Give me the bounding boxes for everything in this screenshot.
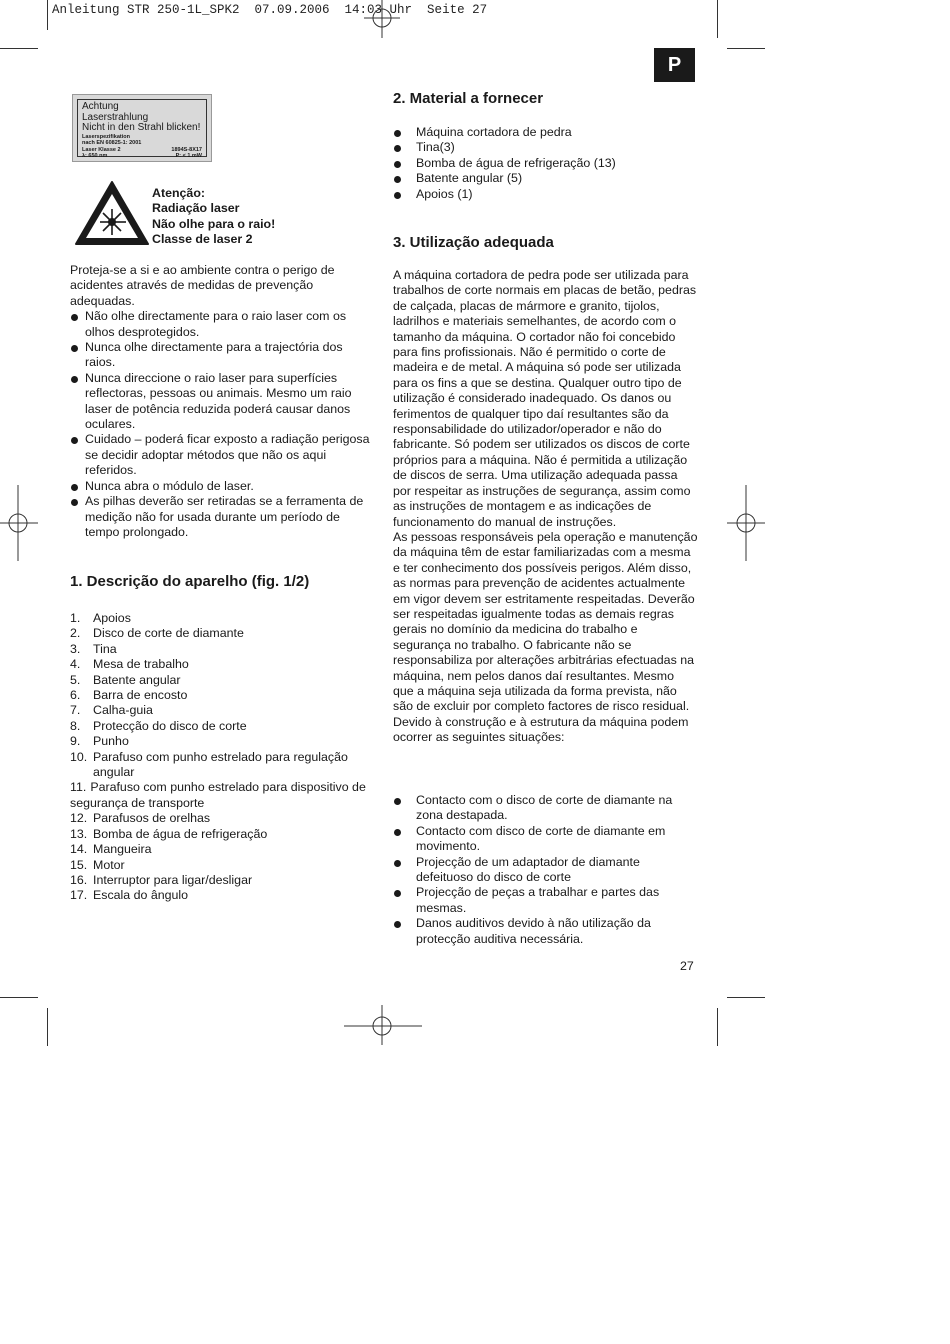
list-item <box>70 888 370 903</box>
item-number: 12. <box>70 811 88 826</box>
crop-mark <box>47 0 48 30</box>
label-line: Achtung <box>82 101 119 112</box>
list-item: Projecção de peças a trabalhar e partes das mesmas. <box>393 885 698 916</box>
section-title: 2. Material a fornecer <box>393 90 544 107</box>
label-line: Nicht in den Strahl blicken! <box>82 122 201 133</box>
label-line: Laserstrahlung <box>82 111 149 123</box>
list-item: Contacto com o disco de corte de diamante na zona destapada. <box>393 793 698 824</box>
item-text: Parafuso com punho estrelado para regulação angular <box>93 749 348 780</box>
list-item: Cuidado – poderá ficar exposto a radiação perigosa se decidir adoptar métodos que não os aqui referidos. <box>70 432 370 478</box>
item-text: Barra de encosto <box>93 688 188 703</box>
registration-mark-icon <box>727 485 767 561</box>
item-number: 2. <box>70 626 81 641</box>
registration-mark-icon <box>362 0 402 40</box>
list-item <box>70 626 370 641</box>
safety-list <box>70 309 370 540</box>
list-item <box>70 873 370 888</box>
registration-mark-icon <box>0 485 40 561</box>
item-number: 6. <box>70 688 81 703</box>
parts-list-container <box>70 611 370 904</box>
item-text: Motor <box>93 857 125 872</box>
risk-list-container <box>393 793 698 947</box>
list-item <box>70 780 370 811</box>
item-number: 9. <box>70 734 81 749</box>
crop-mark <box>717 0 718 38</box>
label-spec-row <box>82 153 202 160</box>
item-number: 1. <box>70 611 81 625</box>
item-text: Disco de corte de diamante <box>93 626 244 641</box>
page-number: 27 <box>680 959 694 973</box>
section-title: 3. Utilização adequada <box>393 234 554 251</box>
crop-mark <box>47 1008 48 1046</box>
list-item <box>70 642 370 657</box>
label-spec: nach EN 60825-1: 2001 <box>82 140 142 146</box>
item-number: 16. <box>70 872 88 887</box>
label-class: Laser Klasse 2 <box>82 146 121 153</box>
list-item <box>70 657 370 672</box>
label-spec: Laserspezifikation <box>82 133 130 140</box>
laser-warning-label <box>72 94 212 162</box>
list-item <box>70 673 370 688</box>
list-item <box>70 734 370 749</box>
print-header: Anleitung STR 250-1L_SPK2 07.09.2006 14:03 Uhr Seite 27 <box>52 3 488 17</box>
item-number: 4. <box>70 657 81 672</box>
laser-warning-text <box>152 186 275 248</box>
item-text: Bomba de água de refrigeração <box>93 826 268 841</box>
warning-line: Classe de laser 2 <box>152 232 253 247</box>
item-number: 3. <box>70 641 81 656</box>
crop-mark <box>727 997 765 998</box>
item-number: 7. <box>70 703 81 718</box>
warning-line: Não olhe para o raio! <box>152 216 276 231</box>
crop-mark <box>717 1008 718 1046</box>
delivery-list-container <box>393 125 698 202</box>
list-item: Apoios (1) <box>393 187 698 202</box>
item-number: 13. <box>70 826 88 841</box>
item-text: Protecção do disco de corte <box>93 718 247 733</box>
item-text: Calha-guia <box>93 703 153 718</box>
safety-intro: Proteja-se a si e ao ambiente contra o perigo de acidentes através de medidas de prevenção adequadas. <box>70 263 335 308</box>
registration-mark-icon <box>344 1005 422 1045</box>
label-code: 1894S-8X17 <box>171 146 202 153</box>
section-title: 1. Descrição do aparelho (fig. 1/2) <box>70 573 310 590</box>
list-item: Contacto com disco de corte de diamante em movimento. <box>393 824 698 855</box>
label-wavelength: λ: 650 nm <box>82 153 108 159</box>
list-item: Bomba de água de refrigeração (13) <box>393 156 698 171</box>
list-item: Nunca direccione o raio laser para superfícies reflectoras, pessoas ou animais. Mesmo um raio laser de potência reduzida poderá causar danos oculares. <box>70 371 370 433</box>
list-item <box>70 688 370 703</box>
list-item: Projecção de um adaptador de diamante defeituoso do disco de corte <box>393 855 698 886</box>
crop-mark <box>0 997 38 998</box>
list-item <box>70 858 370 873</box>
label-power: P: < 1 mW <box>175 153 202 159</box>
section-description <box>70 573 370 591</box>
item-text: Mangueira <box>93 842 152 857</box>
list-item <box>70 703 370 718</box>
intended-use-text <box>393 268 698 746</box>
list-item <box>70 611 370 626</box>
paragraph: A máquina cortadora de pedra pode ser utilizada para trabalhos de corte normais em placas de betão, pedras de calçada, placas de mármore e granito, tijolos, ladrilhos e materiais semelhantes, de acordo com o tamanho da máquina. O cortador não foi concebido para fins profissionais. Não é permitido o corte de madeira e de metal. A máquina só pode ser utilizada para os fins a que se destina. Qualquer outro tipo de utilização é considerado inadequado. Os danos ou ferimentos de qualquer tipo daí resultantes são da responsabilidade do utilizador/operador e não do fabricante. Só podem ser utilizados os discos de corte próprios para a máquina. Não é permitida a utilização de discos de serra. Uma utilização adequada passa por respeitar as instruções de segurança, assim como as instruções de montagem e as indicações de funcionamento do manual de instruções. <box>393 268 697 529</box>
item-number: 5. <box>70 672 81 687</box>
section-intended-use <box>393 234 698 252</box>
item-text: Tina <box>93 641 117 656</box>
section-delivery <box>393 90 698 108</box>
list-item: Tina(3) <box>393 140 698 155</box>
item-text: Interruptor para ligar/desligar <box>93 872 253 887</box>
item-number: 15. <box>70 857 88 872</box>
list-item <box>70 842 370 857</box>
item-number: 8. <box>70 718 81 733</box>
paragraph: As pessoas responsáveis pela operação e manutenção da máquina têm de estar familiarizadas com a mesma e ter conhecimento dos possíveis perigos. Além disso, as normas para prevenção de acidentes actualmente em vigor devem ser estritamente respeitadas. Deverão ser respeitadas igualmente todas as demais regras gerais no domínio da medicina do trabalho e segurança no trabalho. O fabricante não se responsabiliza por alterações arbitrárias efectuadas na máquina, nem pelos danos daí resultantes. Mesmo que a máquina seja utilizada da forma prevista, não são de excluir por completo factores de risco residual. Devido à construção e à estrutura da máquina podem ocorrer as seguintes situações: <box>393 529 698 745</box>
list-item <box>70 827 370 842</box>
list-item: Batente angular (5) <box>393 171 698 186</box>
crop-mark <box>0 48 38 49</box>
list-item <box>70 719 370 734</box>
delivery-list <box>393 125 698 202</box>
item-text: Punho <box>93 734 129 749</box>
list-item <box>70 811 370 826</box>
list-item: Não olhe directamente para o raio laser com os olhos desprotegidos. <box>70 309 370 340</box>
item-text: Mesa de trabalho <box>93 657 189 672</box>
list-item: Nunca olhe directamente para a trajectória dos raios. <box>70 340 370 371</box>
risk-list <box>393 793 698 947</box>
laser-hazard-icon <box>74 180 150 246</box>
list-item: As pilhas deverão ser retiradas se a ferramenta de medição não for usada durante um período de tempo prolongado. <box>70 494 370 540</box>
list-item: Nunca abra o módulo de laser. <box>70 479 370 494</box>
list-item: Máquina cortadora de pedra <box>393 125 698 140</box>
crop-mark <box>727 48 765 49</box>
item-text: Escala do ângulo <box>93 888 189 903</box>
warning-line: Atenção: <box>152 186 206 200</box>
item-text: Batente angular <box>93 672 181 687</box>
item-number: 10. <box>70 749 88 764</box>
warning-line: Radiação laser <box>152 201 240 216</box>
item-number: 11. <box>70 780 87 795</box>
language-tab: P <box>654 48 695 82</box>
item-number: 17. <box>70 888 88 903</box>
item-text: Parafusos de orelhas <box>93 811 211 826</box>
safety-section <box>70 263 370 540</box>
item-text: Parafuso com punho estrelado para dispositivo de segurança de transporte <box>70 780 366 810</box>
list-item <box>70 750 370 781</box>
parts-list <box>70 611 370 904</box>
item-number: 14. <box>70 842 88 857</box>
item-text: Apoios <box>93 611 131 625</box>
list-item: Danos auditivos devido à não utilização da protecção auditiva necessária. <box>393 916 698 947</box>
